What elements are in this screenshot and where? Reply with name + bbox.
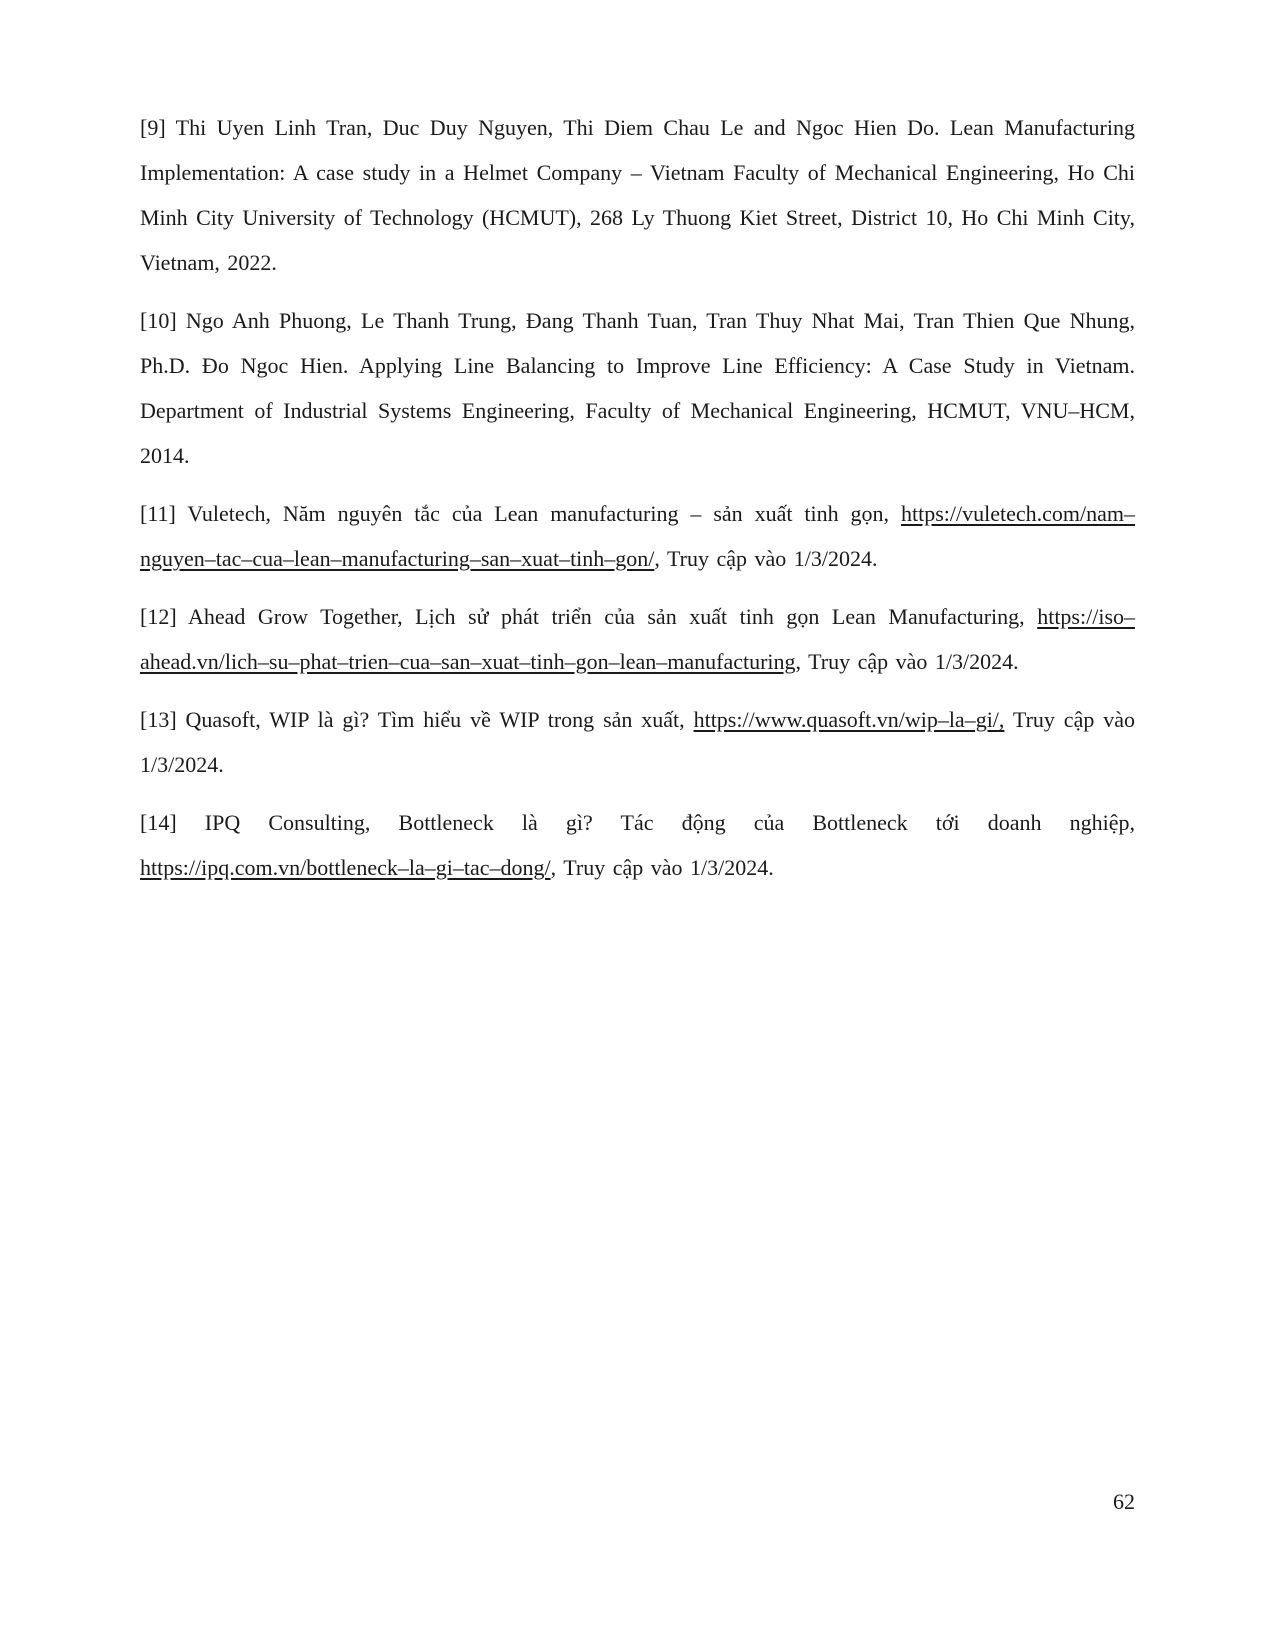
reference-text: [14] IPQ Consulting, Bottleneck là gì? Tác động của Bottleneck tới doanh nghiệp, <box>140 810 1135 835</box>
reference-entry-13 <box>140 697 1135 787</box>
reference-entry-10 <box>140 298 1135 478</box>
reference-link-quasoft[interactable]: https://www.quasoft.vn/wip–la–gi/, <box>693 707 1005 732</box>
reference-text: , Truy cập vào 1/3/2024. <box>550 855 774 880</box>
reference-link-iso-ahead[interactable]: https://iso–ahead.vn/lich–su–phat–trien–cua–san–xuat–tinh–gon–lean–manufacturing <box>140 604 1135 674</box>
reference-text: [12] Ahead Grow Together, Lịch sử phát triển của sản xuất tinh gọn Lean Manufacturing, <box>140 604 1038 629</box>
reference-entry-14 <box>140 800 1135 890</box>
reference-text: , Truy cập vào 1/3/2024. <box>795 649 1019 674</box>
reference-text: , Truy cập vào 1/3/2024. <box>654 546 878 571</box>
reference-link-ipq[interactable]: https://ipq.com.vn/bottleneck–la–gi–tac–dong/ <box>140 855 551 880</box>
reference-text: [9] Thi Uyen Linh Tran, Duc Duy Nguyen, Thi Diem Chau Le and Ngoc Hien Do. Lean Manufacturing Implementation: A case study in a Helmet Company – Vietnam Faculty of Mechanical Engineering, Ho Chi Minh City University of Technology (HCMUT), 268 Ly Thuong Kiet Street, District 10, Ho Chi Minh City, Vietnam, 2022. <box>140 115 1135 275</box>
reference-link-vuletech[interactable]: https://vuletech.com/nam–nguyen–tac–cua–lean–manufacturing–san–xuat–tinh–gon/ <box>140 501 1135 571</box>
reference-text: [11] Vuletech, Năm nguyên tắc của Lean manufacturing – sản xuất tinh gọn, <box>140 501 901 526</box>
reference-text: [10] Ngo Anh Phuong, Le Thanh Trung, Đang Thanh Tuan, Tran Thuy Nhat Mai, Tran Thien Que Nhung, Ph.D. Đo Ngoc Hien. Applying Line Balancing to Improve Line Efficiency: A Case Study in Vietnam. Department of Industrial Systems Engineering, Faculty of Mechanical Engineering, HCMUT, VNU–HCM, 2014. <box>140 308 1135 468</box>
reference-text: Truy cập vào 1/3/2024. <box>140 707 1135 777</box>
reference-entry-12 <box>140 594 1135 684</box>
reference-text: [13] Quasoft, WIP là gì? Tìm hiểu về WIP trong sản xuất, <box>140 707 694 732</box>
references-list <box>140 105 1135 890</box>
page-number: 62 <box>1113 1489 1135 1514</box>
reference-entry-9 <box>140 105 1135 285</box>
reference-entry-11 <box>140 491 1135 581</box>
